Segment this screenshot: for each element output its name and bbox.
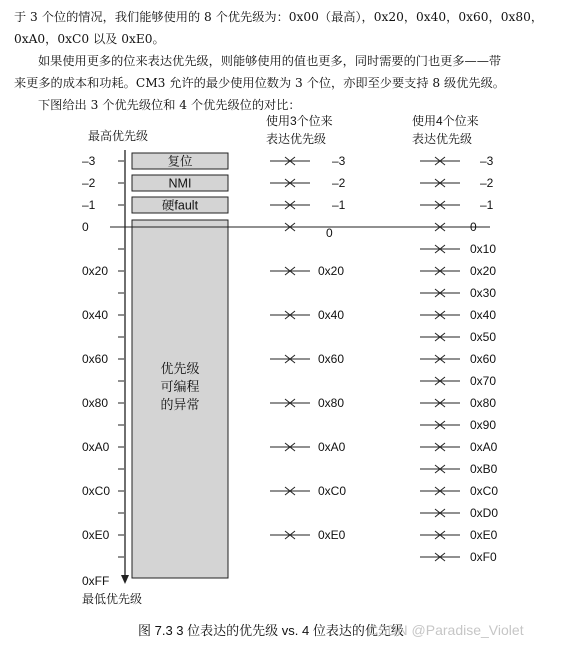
col4-label: 0x10 — [470, 242, 497, 256]
col4-label: –3 — [480, 154, 494, 168]
paragraph-line-1: 于 3 个位的情况，我们能够使用的 8 个优先级为：0x00（最高），0x20，0x40，0x60，0x80， — [14, 10, 544, 24]
col3-label: 0x40 — [318, 308, 345, 322]
col4-label: 0xF0 — [470, 550, 497, 564]
col3-label: 0x80 — [318, 396, 345, 410]
col3-label: 0 — [326, 226, 333, 240]
programmable-box-label: 的异常 — [160, 397, 200, 412]
col4-label: 0x30 — [470, 286, 497, 300]
col4-label: –2 — [480, 176, 494, 190]
paragraph-line-4: 来更多的成本和功耗。CM3 允许的最少使用位数为 3 个位，亦即至少要支持 8 级优先级。 — [14, 76, 505, 90]
col4-label: 0x80 — [470, 396, 497, 410]
fixed-box-label: 复位 — [167, 154, 193, 169]
col4-label: 0xB0 — [470, 462, 498, 476]
axis-label: 0x40 — [82, 308, 109, 322]
col4-label: 0 — [470, 220, 477, 234]
col4-header-line2: 表达优先级 — [412, 132, 473, 146]
bottom-label: 最低优先级 — [82, 592, 143, 606]
axis-label: 0x20 — [82, 264, 109, 278]
col3-label: 0x60 — [318, 352, 345, 366]
col3-label: 0xC0 — [318, 484, 347, 498]
top-label: 最高优先级 — [88, 129, 149, 143]
fixed-box-label: NMI — [168, 176, 192, 191]
col3-label: 0x20 — [318, 264, 345, 278]
col3-label: 0xE0 — [318, 528, 346, 542]
col4-label: 0x50 — [470, 330, 497, 344]
figure-caption: 图 7.3 3 位表达的优先级 vs. 4 位表达的优先级 — [138, 623, 404, 638]
paragraph-line-2: 0xA0，0xC0 以及 0xE0。 — [14, 32, 165, 46]
axis-label: 0xA0 — [82, 440, 110, 454]
col4-label: 0x90 — [470, 418, 497, 432]
col4-label: 0xC0 — [470, 484, 499, 498]
programmable-box-label: 优先级 — [160, 361, 200, 376]
col4-label: 0xE0 — [470, 528, 498, 542]
axis-label: –1 — [82, 198, 96, 212]
axis-arrow — [121, 575, 129, 584]
paragraph-line-5: 下图给出 3 个优先级位和 4 个优先级位的对比： — [38, 98, 301, 112]
axis-label: 0 — [82, 220, 89, 234]
col4-label: 0x60 — [470, 352, 497, 366]
col3-label: –1 — [332, 198, 346, 212]
axis-label: –2 — [82, 176, 96, 190]
col4-label: 0xA0 — [470, 440, 498, 454]
col4-label: 0xD0 — [470, 506, 499, 520]
col3-header-line1: 使用3个位来 — [266, 114, 333, 128]
col4-header-line1: 使用4个位来 — [412, 114, 479, 128]
axis-label: 0xC0 — [82, 484, 111, 498]
col3-label: –3 — [332, 154, 346, 168]
axis-label: 0xFF — [82, 574, 110, 588]
paragraph-line-3: 如果使用更多的位来表达优先级，则能够使用的值也更多，同时需要的门也更多——带 — [38, 54, 502, 68]
col3-header-line2: 表达优先级 — [266, 132, 327, 146]
col4-label: 0x40 — [470, 308, 497, 322]
col4-label: –1 — [480, 198, 494, 212]
col3-label: 0xA0 — [318, 440, 346, 454]
axis-label: 0xE0 — [82, 528, 110, 542]
watermark: CSDN @Paradise_Violet — [368, 622, 524, 638]
col4-label: 0x70 — [470, 374, 497, 388]
axis-label: –3 — [82, 154, 96, 168]
col3-label: –2 — [332, 176, 346, 190]
axis-label: 0x80 — [82, 396, 109, 410]
col4-label: 0x20 — [470, 264, 497, 278]
programmable-box-label: 可编程 — [160, 379, 200, 394]
axis-label: 0x60 — [82, 352, 109, 366]
fixed-box-label: 硬fault — [161, 198, 199, 213]
